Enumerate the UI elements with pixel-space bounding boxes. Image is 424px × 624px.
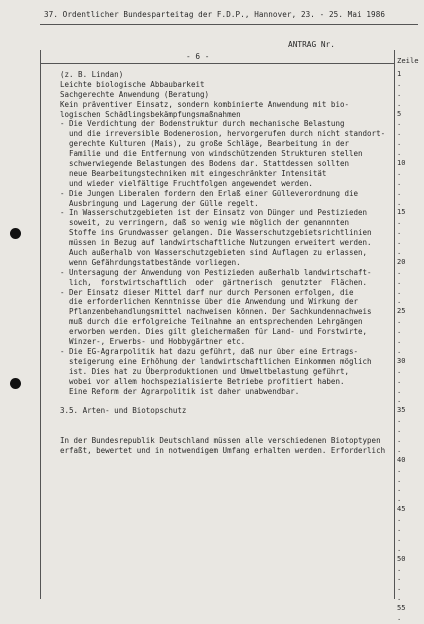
line-number: . bbox=[397, 435, 402, 444]
line-number: . bbox=[397, 79, 402, 88]
text-line: Pflanzenbehandlungsmittel nachweisen können. Der Sachkundennachweis bbox=[60, 307, 372, 317]
text-line: (z. B. Lindan) bbox=[60, 70, 124, 79]
line-number: 45 bbox=[397, 505, 406, 514]
line-number: . bbox=[397, 317, 402, 326]
line-number: . bbox=[397, 426, 402, 435]
line-number: 5 bbox=[397, 109, 402, 118]
line-number: 1 bbox=[397, 70, 402, 78]
line-number: 55 bbox=[397, 604, 406, 613]
line-number: 50 bbox=[397, 554, 406, 563]
line-number: . bbox=[397, 594, 402, 603]
line-number: . bbox=[397, 515, 402, 524]
line-number: . bbox=[397, 267, 402, 276]
line-number: 10 bbox=[397, 159, 406, 168]
line-number: 35 bbox=[397, 406, 406, 415]
line-number: . bbox=[397, 139, 402, 148]
line-number: . bbox=[397, 129, 402, 138]
document-header: 37. Ordentlicher Bundesparteitag der F.D.P., Hannover, 23. - 25. Mai 1986 bbox=[44, 10, 386, 19]
text-line: müssen in Bezug auf landwirtschaftliche Nutzungen erweitert werden. bbox=[60, 238, 372, 248]
header-rule bbox=[40, 24, 418, 25]
page-number: - 6 - bbox=[186, 52, 210, 61]
line-number: . bbox=[397, 287, 402, 296]
line-number: . bbox=[397, 337, 402, 346]
text-line: - Die EG-Agrarpolitik hat dazu geführt, daß nur über eine Ertrags- bbox=[60, 346, 359, 356]
line-number: 15 bbox=[397, 208, 406, 217]
line-number: . bbox=[397, 297, 402, 306]
line-number: . bbox=[397, 149, 402, 158]
text-line bbox=[60, 416, 390, 426]
text-line: logischen Schädlingsbekämpfungsmaßnahmen bbox=[60, 109, 241, 119]
document-body bbox=[60, 70, 390, 456]
zeile-column-rule bbox=[394, 50, 395, 599]
text-line: 3.5. Arten- und Biotopschutz bbox=[60, 406, 187, 416]
line-number: 30 bbox=[397, 356, 406, 365]
text-line: gerechte Kulturen (Mais), zu große Schläge, Bearbeitung in der bbox=[60, 139, 349, 149]
text-line: ist. Dies hat zu Überproduktionen und Umweltbelastung geführt, bbox=[60, 366, 349, 376]
line-number: . bbox=[397, 168, 402, 177]
line-number: . bbox=[397, 277, 402, 286]
line-number: . bbox=[397, 386, 402, 395]
text-line: steigerung eine Erhöhung der landwirtschaftlichen Einkommen möglich bbox=[60, 356, 372, 366]
punch-hole bbox=[10, 378, 21, 389]
line-number: . bbox=[397, 524, 402, 533]
line-number: . bbox=[397, 475, 402, 484]
line-number: . bbox=[397, 119, 402, 128]
text-line: - Die Jungen Liberalen fordern den Erlaß einer Gülleverordnung die bbox=[60, 188, 359, 198]
line-number: . bbox=[397, 544, 402, 553]
line-number: . bbox=[397, 574, 402, 583]
text-line: - Die Verdichtung der Bodenstruktur durch mechanische Belastung bbox=[60, 119, 345, 129]
line-number-column bbox=[397, 70, 405, 624]
line-number: 20 bbox=[397, 257, 406, 266]
line-number: . bbox=[397, 445, 402, 454]
text-line bbox=[60, 426, 390, 436]
line-number: . bbox=[397, 564, 402, 573]
line-number: . bbox=[397, 396, 402, 405]
line-number: . bbox=[397, 416, 402, 425]
text-line: soweit, zu verringern, daß so wenig wie möglich der genannnten bbox=[60, 218, 349, 228]
form-rule bbox=[40, 63, 394, 64]
text-line: Winzer-, Erwerbs- und Hobbygärtner etc. bbox=[60, 337, 246, 347]
text-line: wobei vor allem hochspezialisierte Betriebe profitiert haben. bbox=[60, 376, 345, 386]
line-number: 40 bbox=[397, 455, 406, 464]
text-line: die erforderlichen Kenntnisse über die Anwendung und Wirkung der bbox=[60, 297, 359, 307]
text-line: neue Bearbeitungstechniken mit eingeschränkter Intensität bbox=[60, 168, 327, 178]
text-line bbox=[60, 396, 390, 406]
text-line: Ausbringung und Lagerung der Gülle regelt. bbox=[60, 198, 259, 208]
text-line: Leichte biologische Abbaubarkeit bbox=[60, 79, 205, 89]
text-line: erfaßt, bewertet und in notwendigem Umfang erhalten werden. Erforderlich bbox=[60, 445, 386, 455]
text-line: Familie und die Entfernung von windschützenden Strukturen stellen bbox=[60, 149, 363, 159]
line-number: . bbox=[397, 248, 402, 257]
line-number: . bbox=[397, 485, 402, 494]
text-line: und die irreversible Bodenerosion, hervorgerufen durch nicht standort- bbox=[60, 129, 386, 139]
line-number: . bbox=[397, 465, 402, 474]
text-line: Sachgerechte Anwendung (Beratung) bbox=[60, 89, 210, 99]
line-number: . bbox=[397, 584, 402, 593]
line-number: 25 bbox=[397, 307, 406, 316]
line-number: . bbox=[397, 376, 402, 385]
line-number: . bbox=[397, 188, 402, 197]
line-number: . bbox=[397, 534, 402, 543]
antrag-label: ANTRAG Nr. bbox=[288, 40, 335, 49]
line-number: . bbox=[397, 89, 402, 98]
text-line: Kein präventiver Einsatz, sondern kombinierte Anwendung mit bio- bbox=[60, 99, 349, 109]
text-line: - Der Einsatz dieser Mittel darf nur durch Personen erfolgen, die bbox=[60, 287, 354, 297]
text-line: - In Wasserschutzgebieten ist der Einsatz von Dünger und Pestizieden bbox=[60, 208, 368, 218]
line-number: . bbox=[397, 238, 402, 247]
text-line: Eine Reform der Agrarpolitik ist daher unabwendbar. bbox=[60, 386, 300, 396]
left-margin-rule bbox=[40, 50, 41, 599]
text-line: wenn Gefährdungstatbestände vorliegen. bbox=[60, 257, 241, 267]
line-number: . bbox=[397, 178, 402, 187]
text-line: - Untersagung der Anwendung von Pestizieden außerhalb landwirtschaft- bbox=[60, 267, 372, 277]
text-line: und wieder vielfältige Fruchtfolgen angewendet werden. bbox=[60, 178, 313, 188]
line-number: . bbox=[397, 327, 402, 336]
line-number: . bbox=[397, 218, 402, 227]
zeile-label: Zeile bbox=[397, 56, 419, 65]
text-line: erworben werden. Dies gilt gleichermaßen für Land- und Forstwirte, bbox=[60, 327, 368, 337]
text-line: Stoffe ins Grundwasser gelangen. Die Wasserschutzgebietsrichtlinien bbox=[60, 228, 372, 238]
punch-hole bbox=[10, 228, 21, 239]
line-number: . bbox=[397, 613, 402, 622]
text-line: schwerwiegende Belastungen des Bodens dar. Stattdessen sollten bbox=[60, 159, 349, 169]
line-number: . bbox=[397, 366, 402, 375]
line-number: . bbox=[397, 228, 402, 237]
line-number: . bbox=[397, 99, 402, 108]
line-number: . bbox=[397, 495, 402, 504]
line-number: . bbox=[397, 198, 402, 207]
text-line: Auch außerhalb von Wasserschutzgebieten sind Auflagen zu erlassen, bbox=[60, 248, 368, 258]
line-number: . bbox=[397, 346, 402, 355]
text-line: In der Bundesrepublik Deutschland müssen alle verschiedenen Biotoptypen bbox=[60, 435, 381, 445]
text-line: muß durch die erfolgreiche Teilnahme an entsprechenden Lehrgängen bbox=[60, 317, 363, 327]
text-line: lich, forstwirtschaftlich oder gärtnerisch genutzter Flächen. bbox=[60, 277, 368, 287]
